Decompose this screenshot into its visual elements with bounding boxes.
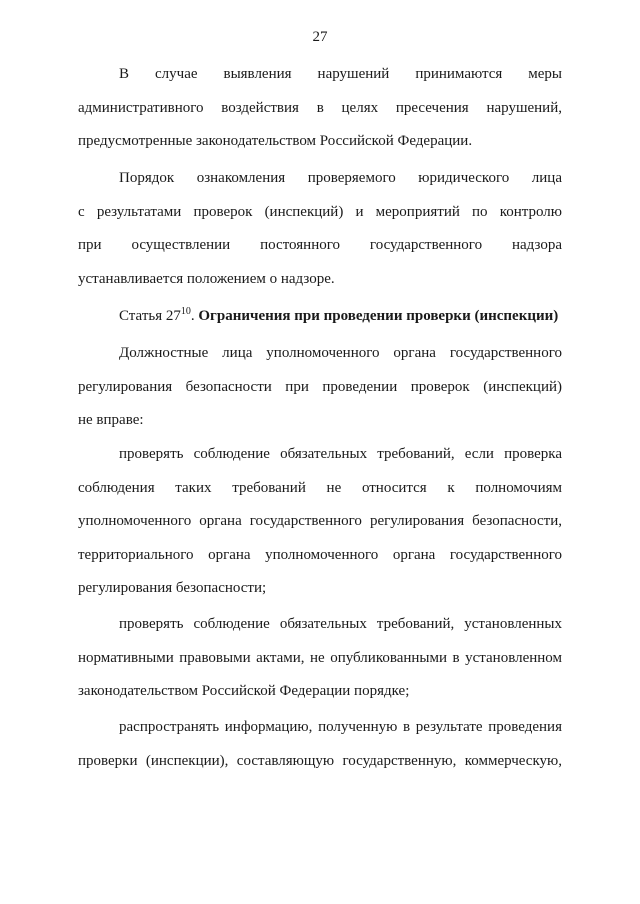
text-line: Должностные лица уполномоченного органа государственного [119,345,562,361]
paragraph [78,444,562,612]
text-line: регулирования безопасности; [78,580,267,596]
text-line: уполномоченного органа государственного регулирования безопасности, [78,513,562,529]
article-heading [78,306,562,340]
text-line: проверять соблюдение обязательных требований, если проверка [119,446,562,462]
text-line: с результатами проверок (инспекций) и мероприятий по контролю [78,203,562,220]
paragraph [78,614,562,715]
text-line: проверять соблюдение обязательных требований, установленных [119,616,562,632]
text-line: распространять информацию, полученную в результате проведения [119,719,562,735]
text-line: не вправе: [78,412,144,428]
text-line: предусмотренные законодательством Российской Федерации. [78,133,473,149]
article-number: Статья 27 [119,308,181,324]
text-line: проверки (инспекции), составляющую государственную, коммерческую, [78,752,562,769]
text-line: устанавливается положением о надзоре. [78,270,335,287]
text-line: регулирования безопасности при проведении проверок (инспекций) [78,378,562,395]
text-line: территориального органа уполномоченного органа государственного [78,546,562,563]
text-line: В случае выявления нарушений принимаются меры [119,66,562,82]
text-line: административного воздействия в целях пресечения нарушений, [78,99,562,116]
paragraph [78,168,562,302]
article-heading-line [78,306,562,340]
paragraph [78,343,562,444]
page-number: 27 [312,29,328,45]
text-line: Порядок ознакомления проверяемого юридического лица [119,170,562,186]
text-line: соблюдения таких требований не относится к полномочиям [78,479,562,496]
paragraph [78,64,562,165]
text-line: нормативными правовыми актами, не опубликованными в установленном [78,649,562,666]
article-number-superscript: 10 [180,306,191,317]
text-line: при осуществлении постоянного государственного надзора [78,237,562,253]
article-title: Ограничения при проведении проверки (инспекции) [198,308,559,324]
text-line: законодательством Российской Федерации порядке; [78,683,410,699]
paragraph [78,717,562,784]
article-separator: . [190,308,199,324]
